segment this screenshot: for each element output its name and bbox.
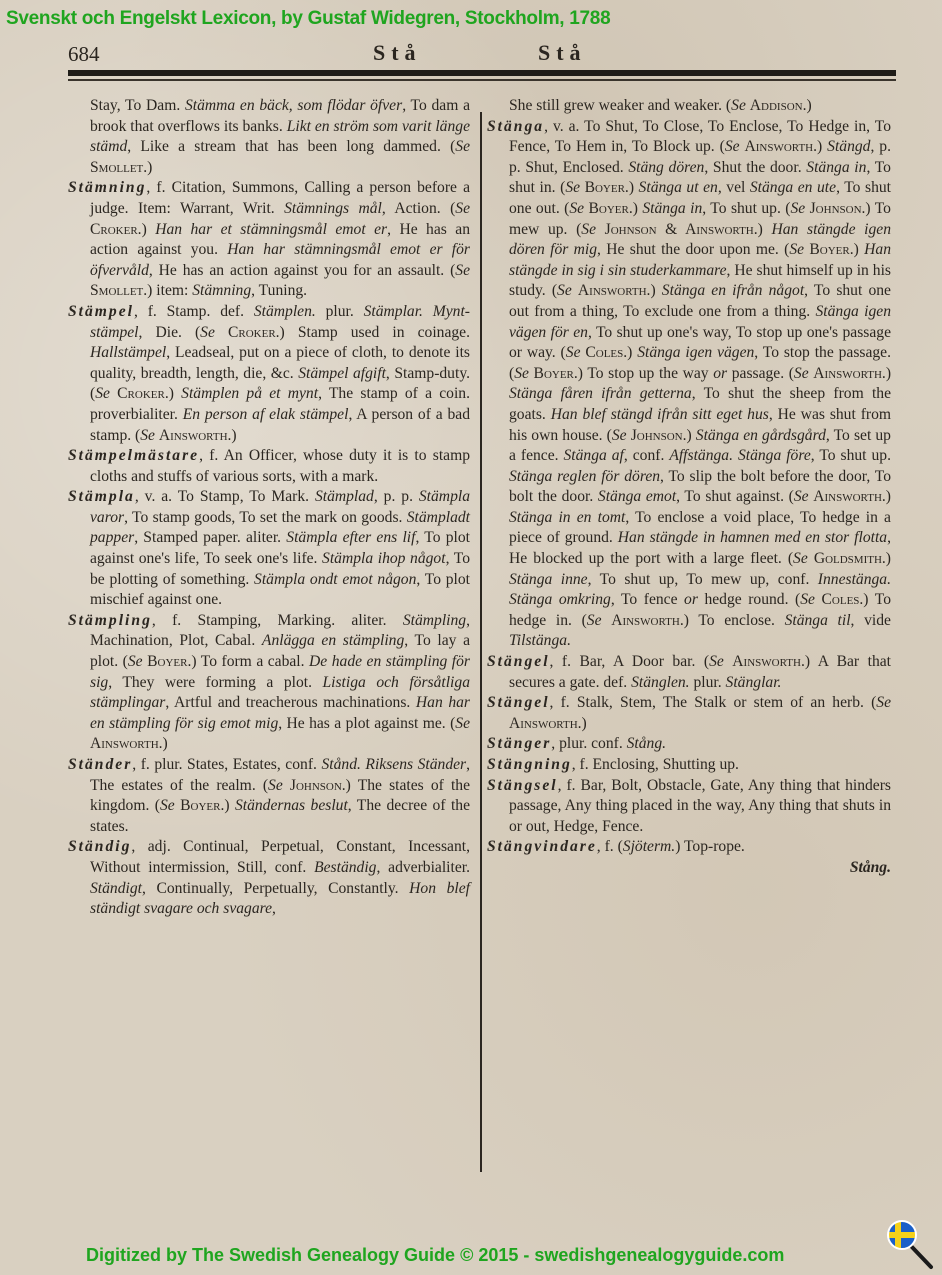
entry-text: , He has an action against you for an assault. ( xyxy=(148,261,456,279)
entry-text: Coles.) xyxy=(585,344,633,362)
entry-text: Stänga in en tomt xyxy=(509,508,626,526)
entry-text: Stämpel afgift xyxy=(298,364,386,382)
entry-text: Se xyxy=(709,653,724,671)
entry-text: hedge round. ( xyxy=(697,591,801,609)
entry-text: Ainsworth.) xyxy=(158,426,237,444)
dictionary-entry xyxy=(68,302,470,446)
entry-text: ) xyxy=(757,220,772,238)
entry-text: , plur. conf. xyxy=(551,735,627,753)
entry-text: Boyer.) xyxy=(588,199,638,217)
entry-text: Se xyxy=(455,138,470,156)
entry-text: , To shut up, To mew up, conf. xyxy=(587,570,818,588)
entry-text: Boyer.) xyxy=(809,241,859,259)
entry-text: , To stop the passage. ( xyxy=(509,344,891,382)
headword: Stänger xyxy=(487,735,552,753)
headword: Ständig xyxy=(68,838,132,856)
entry-text: Ständigt xyxy=(90,879,142,897)
headword: Stämning xyxy=(68,179,147,197)
entry-text: Se xyxy=(140,426,155,444)
entry-text: Se xyxy=(793,550,808,568)
entry-text: , Leadseal, put on a piece of cloth, to denote its quality, breadth, length, die, &c. xyxy=(90,344,470,382)
entry-text: , p. p. Shut, Enclosed. xyxy=(509,138,891,176)
entry-text: Stånd. Riksens Ständer xyxy=(321,756,467,773)
entry-continuation xyxy=(487,96,891,117)
entry-text: Han stängde igen dören för mig xyxy=(509,220,891,259)
entry-text: Hallstämpel xyxy=(90,344,167,362)
entry-text: , A person of a bad stamp. ( xyxy=(90,405,471,444)
dictionary-entry xyxy=(487,837,891,858)
headword: Stänga xyxy=(487,117,545,135)
running-head-right: Stå xyxy=(538,40,587,65)
entry-text: Se xyxy=(565,344,581,362)
entry-text: Johnson.) xyxy=(289,776,351,794)
entry-text: Hon blef ständigt svagare och svagare xyxy=(90,879,470,918)
entry-text: , To shut one out. ( xyxy=(509,179,891,217)
dictionary-entry xyxy=(68,178,470,302)
dictionary-entry xyxy=(68,611,470,755)
entry-text: Stänga inne xyxy=(509,570,588,588)
entry-text: , He blocked up the port with a large fleet. ( xyxy=(509,529,892,568)
entry-text: Se xyxy=(790,199,806,217)
entry-text: , The estates of the realm. ( xyxy=(90,756,471,794)
entry-text: Stäng dören xyxy=(628,158,705,176)
entry-text: , To set up a fence. xyxy=(509,426,891,465)
entry-text: , He has an action against you. xyxy=(90,220,470,259)
entry-text: , xyxy=(272,900,276,918)
entry-text: , f. Stalk, Stem, The Stalk or stem of an herb. ( xyxy=(549,694,877,712)
entry-text: To hedge in. ( xyxy=(509,591,891,629)
entry-text: The states of the kingdom. ( xyxy=(90,776,470,815)
entry-text: Affstänga. Stänga före xyxy=(669,447,811,465)
entry-text: Beständig xyxy=(314,858,377,876)
entry-text: Ainsworth.) xyxy=(509,714,587,732)
dictionary-entry xyxy=(68,446,470,487)
entry-text: Stämpla efter ens lif xyxy=(286,529,416,547)
entry-text: Goldsmith.) xyxy=(813,550,891,568)
entry-text: , To shut against. ( xyxy=(676,488,794,506)
entry-text: De hade en stämpling för sig xyxy=(90,653,470,691)
dictionary-entry xyxy=(68,755,470,837)
entry-text: Stämning xyxy=(192,282,252,300)
headword: Stängel xyxy=(487,653,550,671)
entry-text: Se xyxy=(127,653,143,671)
headword: Stängel xyxy=(487,694,550,712)
headword: Stämpla xyxy=(68,488,135,506)
entry-text: Han stängde in sig i sin studerkammare xyxy=(509,241,892,279)
entry-text: Ainsworth.) xyxy=(611,611,689,629)
entry-text: , adverbialiter. xyxy=(376,858,470,876)
entry-text: , v. a. To Shut, To Close, To Enclose, To Hedge in, To Fence, To Hem in, To Block up. ( xyxy=(509,117,891,156)
entry-text: Stängd xyxy=(822,138,871,156)
entry-text: plur. xyxy=(689,673,726,691)
entry-text: Se xyxy=(455,199,470,217)
entry-text: , f. Stamp. def. xyxy=(133,302,254,320)
entry-text: , f. plur. States, Estates, conf. xyxy=(132,756,322,773)
entry-text: Smollet.) xyxy=(90,158,153,176)
entry-text: Se xyxy=(793,488,809,506)
entry-text: plur. xyxy=(315,302,364,320)
entry-text: , They were forming a plot. xyxy=(108,673,323,691)
entry-text: Boyer.) xyxy=(584,179,635,197)
entry-text: To stop up the way xyxy=(582,364,714,382)
entry-text: Stänga igen vägen xyxy=(632,344,755,362)
entry-text: , f. Stamping, Marking. aliter. xyxy=(151,611,403,629)
entry-text: Stång. xyxy=(626,735,667,753)
entry-text: Sjöterm. xyxy=(622,838,676,856)
entry-text: , To plot against one's life, To seek one's life. xyxy=(90,529,471,568)
entry-text: Ainsworth.) xyxy=(813,364,892,382)
entry-text: Anlägga en stämpling xyxy=(261,632,405,650)
entry-text: , Tuning. xyxy=(251,282,308,300)
watermark-title: Svenskt och Engelskt Lexicon, by Gustaf Widegren, Stockholm, 1788 xyxy=(6,8,611,29)
header-rule-thin xyxy=(68,79,896,81)
entry-text: Boyer.) xyxy=(147,653,197,671)
entry-text: , To enclose a void place, To hedge in a piece of ground. xyxy=(509,508,891,547)
entry-text: , To plot mischief against one. xyxy=(90,570,470,609)
entry-text: Croker.) xyxy=(227,323,285,341)
entry-text: , He has a plot against me. ( xyxy=(278,714,456,732)
headword: Stängning xyxy=(487,756,572,773)
entry-text: Han har et stämningsmål emot er xyxy=(146,220,388,238)
entry-text: , vide xyxy=(850,611,891,629)
entry-text: , To stamp goods, To set the mark on goods. xyxy=(124,508,407,526)
entry-text: , Stamped paper. aliter. xyxy=(134,529,287,547)
entry-text: Stamp used in coinage. xyxy=(284,323,470,341)
entry-text: She still grew weaker and weaker. ( xyxy=(509,97,732,114)
entry-text: Boyer.) xyxy=(180,797,230,815)
entry-text: Stämplen på et mynt xyxy=(173,385,319,403)
entry-text: Johnson & Ainsworth. xyxy=(604,220,758,238)
entry-text: , Like a stream that has been long dammed. ( xyxy=(127,138,456,156)
entry-text: Stämplad xyxy=(314,488,374,506)
header-rule xyxy=(68,70,896,76)
entry-text: , vel xyxy=(717,179,750,197)
entry-text: Stänga en ute xyxy=(749,179,837,197)
entry-text: , He shut himself up in his study. ( xyxy=(509,261,891,300)
dictionary-entry xyxy=(487,734,891,755)
entry-text: , Artful and treacherous machinations. xyxy=(165,694,416,712)
dictionary-entry xyxy=(487,776,891,838)
entry-text: , To shut up. xyxy=(810,447,891,465)
entry-text: , Shut the door. xyxy=(704,158,807,176)
entry-text: , To slip the bolt before the door, To bolt the door. xyxy=(509,467,891,506)
entry-text: , f. Bar, A Door bar. ( xyxy=(549,653,710,671)
entry-text: Stänga igen vägen för en xyxy=(509,302,891,341)
entry-text: Stänga emot xyxy=(597,488,677,506)
entry-text: , Machination, Plot, Cabal. xyxy=(90,611,470,650)
entry-text: Tilstänga. xyxy=(509,632,571,650)
entry-text: Boyer.) xyxy=(533,364,583,382)
entry-text: Se xyxy=(611,426,627,444)
entry-text: , f. Citation, Summons, Calling a person before a judge. Item: Warrant, Writ. xyxy=(90,179,470,217)
entry-text: , To lay a plot. ( xyxy=(90,632,470,671)
entry-text: Ainsworth.) xyxy=(90,735,168,753)
entry-text: , The decree of the states. xyxy=(90,797,471,835)
entry-text: passage. ( xyxy=(727,364,794,382)
entry-text: Innestänga. Stänga omkring xyxy=(509,570,891,609)
entry-text: Ainsworth.) xyxy=(744,138,823,156)
entry-text: Stämma en bäck, som flödar öfver xyxy=(184,97,403,114)
entry-text: , To fence xyxy=(610,591,685,609)
entry-text: , He was shut from his own house. ( xyxy=(509,405,892,444)
entry-text: To mew up. ( xyxy=(509,199,891,238)
entry-text: Ainsworth.) xyxy=(813,488,891,506)
entry-text: , To shut one out from a thing, To exclude one from a thing. xyxy=(509,282,891,320)
entry-text: , v. a. To Stamp, To Mark. xyxy=(134,488,315,506)
entry-text: Stämnings mål xyxy=(284,199,382,217)
entry-text: Johnson.) xyxy=(809,199,871,217)
entry-text: Stämpla ondt emot någon xyxy=(254,570,417,588)
watermark-footer: Digitized by The Swedish Genealogy Guide © 2015 - swedishgenealogyguide.com xyxy=(86,1245,785,1265)
entry-text: Se xyxy=(455,714,470,732)
entry-text: , He shut the door upon me. ( xyxy=(597,241,790,259)
entry-text: Addison.) xyxy=(749,97,812,114)
entry-text: or xyxy=(684,591,698,609)
entry-text: , adj. Continual, Perpetual, Constant, Incessant, Without intermission, Still, conf. xyxy=(90,838,470,876)
entry-text: , f. Enclosing, Shutting up. xyxy=(571,756,739,773)
entry-text: , To shut the sheep from the goats. xyxy=(509,385,891,423)
entry-text: Smollet.) xyxy=(90,282,153,300)
entry-text: Stänga reglen för dören xyxy=(509,467,661,485)
dictionary-entry xyxy=(68,837,470,919)
headword: Stämpling xyxy=(68,611,152,629)
swedish-flag-magnifier-icon xyxy=(885,1218,935,1270)
entry-text: Se xyxy=(793,364,809,382)
entry-text: Likt en ström som varit länge stämd xyxy=(90,117,470,156)
entry-text: Stänglen. xyxy=(631,673,690,691)
entry-text: Se xyxy=(95,385,110,403)
entry-text: Coles.) xyxy=(821,591,869,609)
entry-text: En person af elak stämpel xyxy=(182,405,349,423)
entry-text: Se xyxy=(586,611,602,629)
entry-text: , Action. ( xyxy=(381,199,456,217)
entry-text: Se xyxy=(159,797,175,815)
entry-text: Se xyxy=(731,97,746,114)
entry-text: Stänga fåren ifrån getterna xyxy=(509,385,692,403)
entry-text: Johnson.) xyxy=(630,426,692,444)
catchword: Stång. xyxy=(849,858,891,876)
entry-text: , To shut up. ( xyxy=(702,199,791,217)
entry-text: , Die. ( xyxy=(138,323,201,341)
entry-text: Stämpla varor xyxy=(90,488,470,526)
dictionary-entry xyxy=(487,755,891,776)
headword: Stämpelmästare xyxy=(68,447,200,465)
entry-text: Se xyxy=(455,261,470,279)
entry-text: , f. Bar, Bolt, Obstacle, Gate, Any thing that hinders passage, Any thing placed in the way, Any thing that shuts in or out, Hedge, Fence. xyxy=(509,776,891,835)
entry-text: item: xyxy=(152,282,193,300)
entry-text: Se xyxy=(514,364,529,382)
entry-text: Stämpladt papper xyxy=(90,508,470,547)
headword: Stängsel xyxy=(487,776,558,794)
entry-text: Stänga ut en xyxy=(634,179,718,197)
entry-text: or xyxy=(713,364,728,382)
entry-text: A Bar that secures a gate. def. xyxy=(509,653,891,691)
entry-text: , To shut in. ( xyxy=(509,158,891,197)
entry-text: Se xyxy=(724,138,740,156)
entry-text: Stämpla ihop något xyxy=(322,550,446,568)
entry-text: , Continually, Perpetually, Constantly. xyxy=(141,879,410,897)
headword: Ständer xyxy=(68,756,133,773)
entry-text: Se xyxy=(581,220,596,238)
entry-text: Se xyxy=(200,323,215,341)
entry-text: Stänglar. xyxy=(725,673,782,691)
entry-text: Listiga och försåtliga stämplingar xyxy=(90,673,470,712)
entry-text: Se xyxy=(268,776,283,794)
entry-text: Stänga af xyxy=(563,447,624,465)
entry-text: Han har stämningsmål emot er för öfvervåld xyxy=(90,241,470,279)
entry-text: , The stamp of a coin. proverbialiter. xyxy=(90,385,470,423)
running-head-left: Stå xyxy=(373,40,422,65)
right-column xyxy=(487,96,891,879)
entry-text: Stänga en ifrån något xyxy=(655,282,805,300)
entry-text: Se xyxy=(569,199,585,217)
entry-text: Stänga in xyxy=(637,199,703,217)
entry-text: , To shut up one's way, To stop up one's passage or way. ( xyxy=(509,323,891,362)
entry-text: Se xyxy=(565,179,581,197)
entry-text: Stämpling xyxy=(402,611,467,629)
entry-text: To enclose. xyxy=(688,611,785,629)
entry-text: , To be plotting of something. xyxy=(90,550,471,588)
entry-text: , p. p. xyxy=(373,488,419,506)
entry-text: Croker.) xyxy=(90,220,147,238)
entry-text: Stämplar. Mynt-stämpel xyxy=(90,302,470,341)
entry-text: Ständernas beslut xyxy=(229,797,348,815)
entry-text: Se xyxy=(789,241,805,259)
entry-text: , To dam a brook that overflows its banks. xyxy=(90,97,470,135)
entry-text: Stänga en gårdsgård xyxy=(691,426,826,444)
dictionary-entry xyxy=(487,652,891,693)
page-number: 684 xyxy=(68,42,100,66)
entry-text: Han blef stängd ifrån sitt eget hus xyxy=(550,405,769,423)
entry-text: Croker.) xyxy=(117,385,174,403)
entry-text: Se xyxy=(800,591,815,609)
entry-text: Se xyxy=(876,694,891,712)
entry-text: Stänga in xyxy=(806,158,867,176)
entry-text: Stay, To Dam. xyxy=(90,97,185,114)
left-column xyxy=(68,96,470,920)
entry-text: Stänga til xyxy=(784,611,851,629)
entry-text: To form a cabal. xyxy=(196,653,310,671)
entry-continuation xyxy=(68,96,470,178)
entry-text: Han stängde in hamnen med en stor flotta xyxy=(617,529,888,547)
entry-text: Ainsworth.) xyxy=(732,653,811,671)
entry-text: Se xyxy=(557,282,572,300)
entry-text: Han har en stämpling för sig emot mig xyxy=(90,694,470,732)
entry-text: ) Top-rope. xyxy=(675,838,745,856)
entry-text: , f. ( xyxy=(596,838,623,856)
headword: Stämpel xyxy=(68,302,134,320)
entry-text: , f. An Officer, whose duty it is to stamp cloths and stuffs of various sorts, with a mark. xyxy=(90,447,470,485)
entry-text: Ainsworth.) xyxy=(577,282,656,300)
dictionary-entry xyxy=(487,117,891,652)
entry-text: , Stamp-duty. ( xyxy=(90,364,470,403)
dictionary-entry xyxy=(68,487,470,611)
entry-text: Stämplen. xyxy=(253,302,316,320)
dictionary-entry xyxy=(487,693,891,734)
column-divider xyxy=(480,112,482,1172)
entry-text: , conf. xyxy=(623,447,670,465)
headword: Stängvindare xyxy=(487,838,597,856)
